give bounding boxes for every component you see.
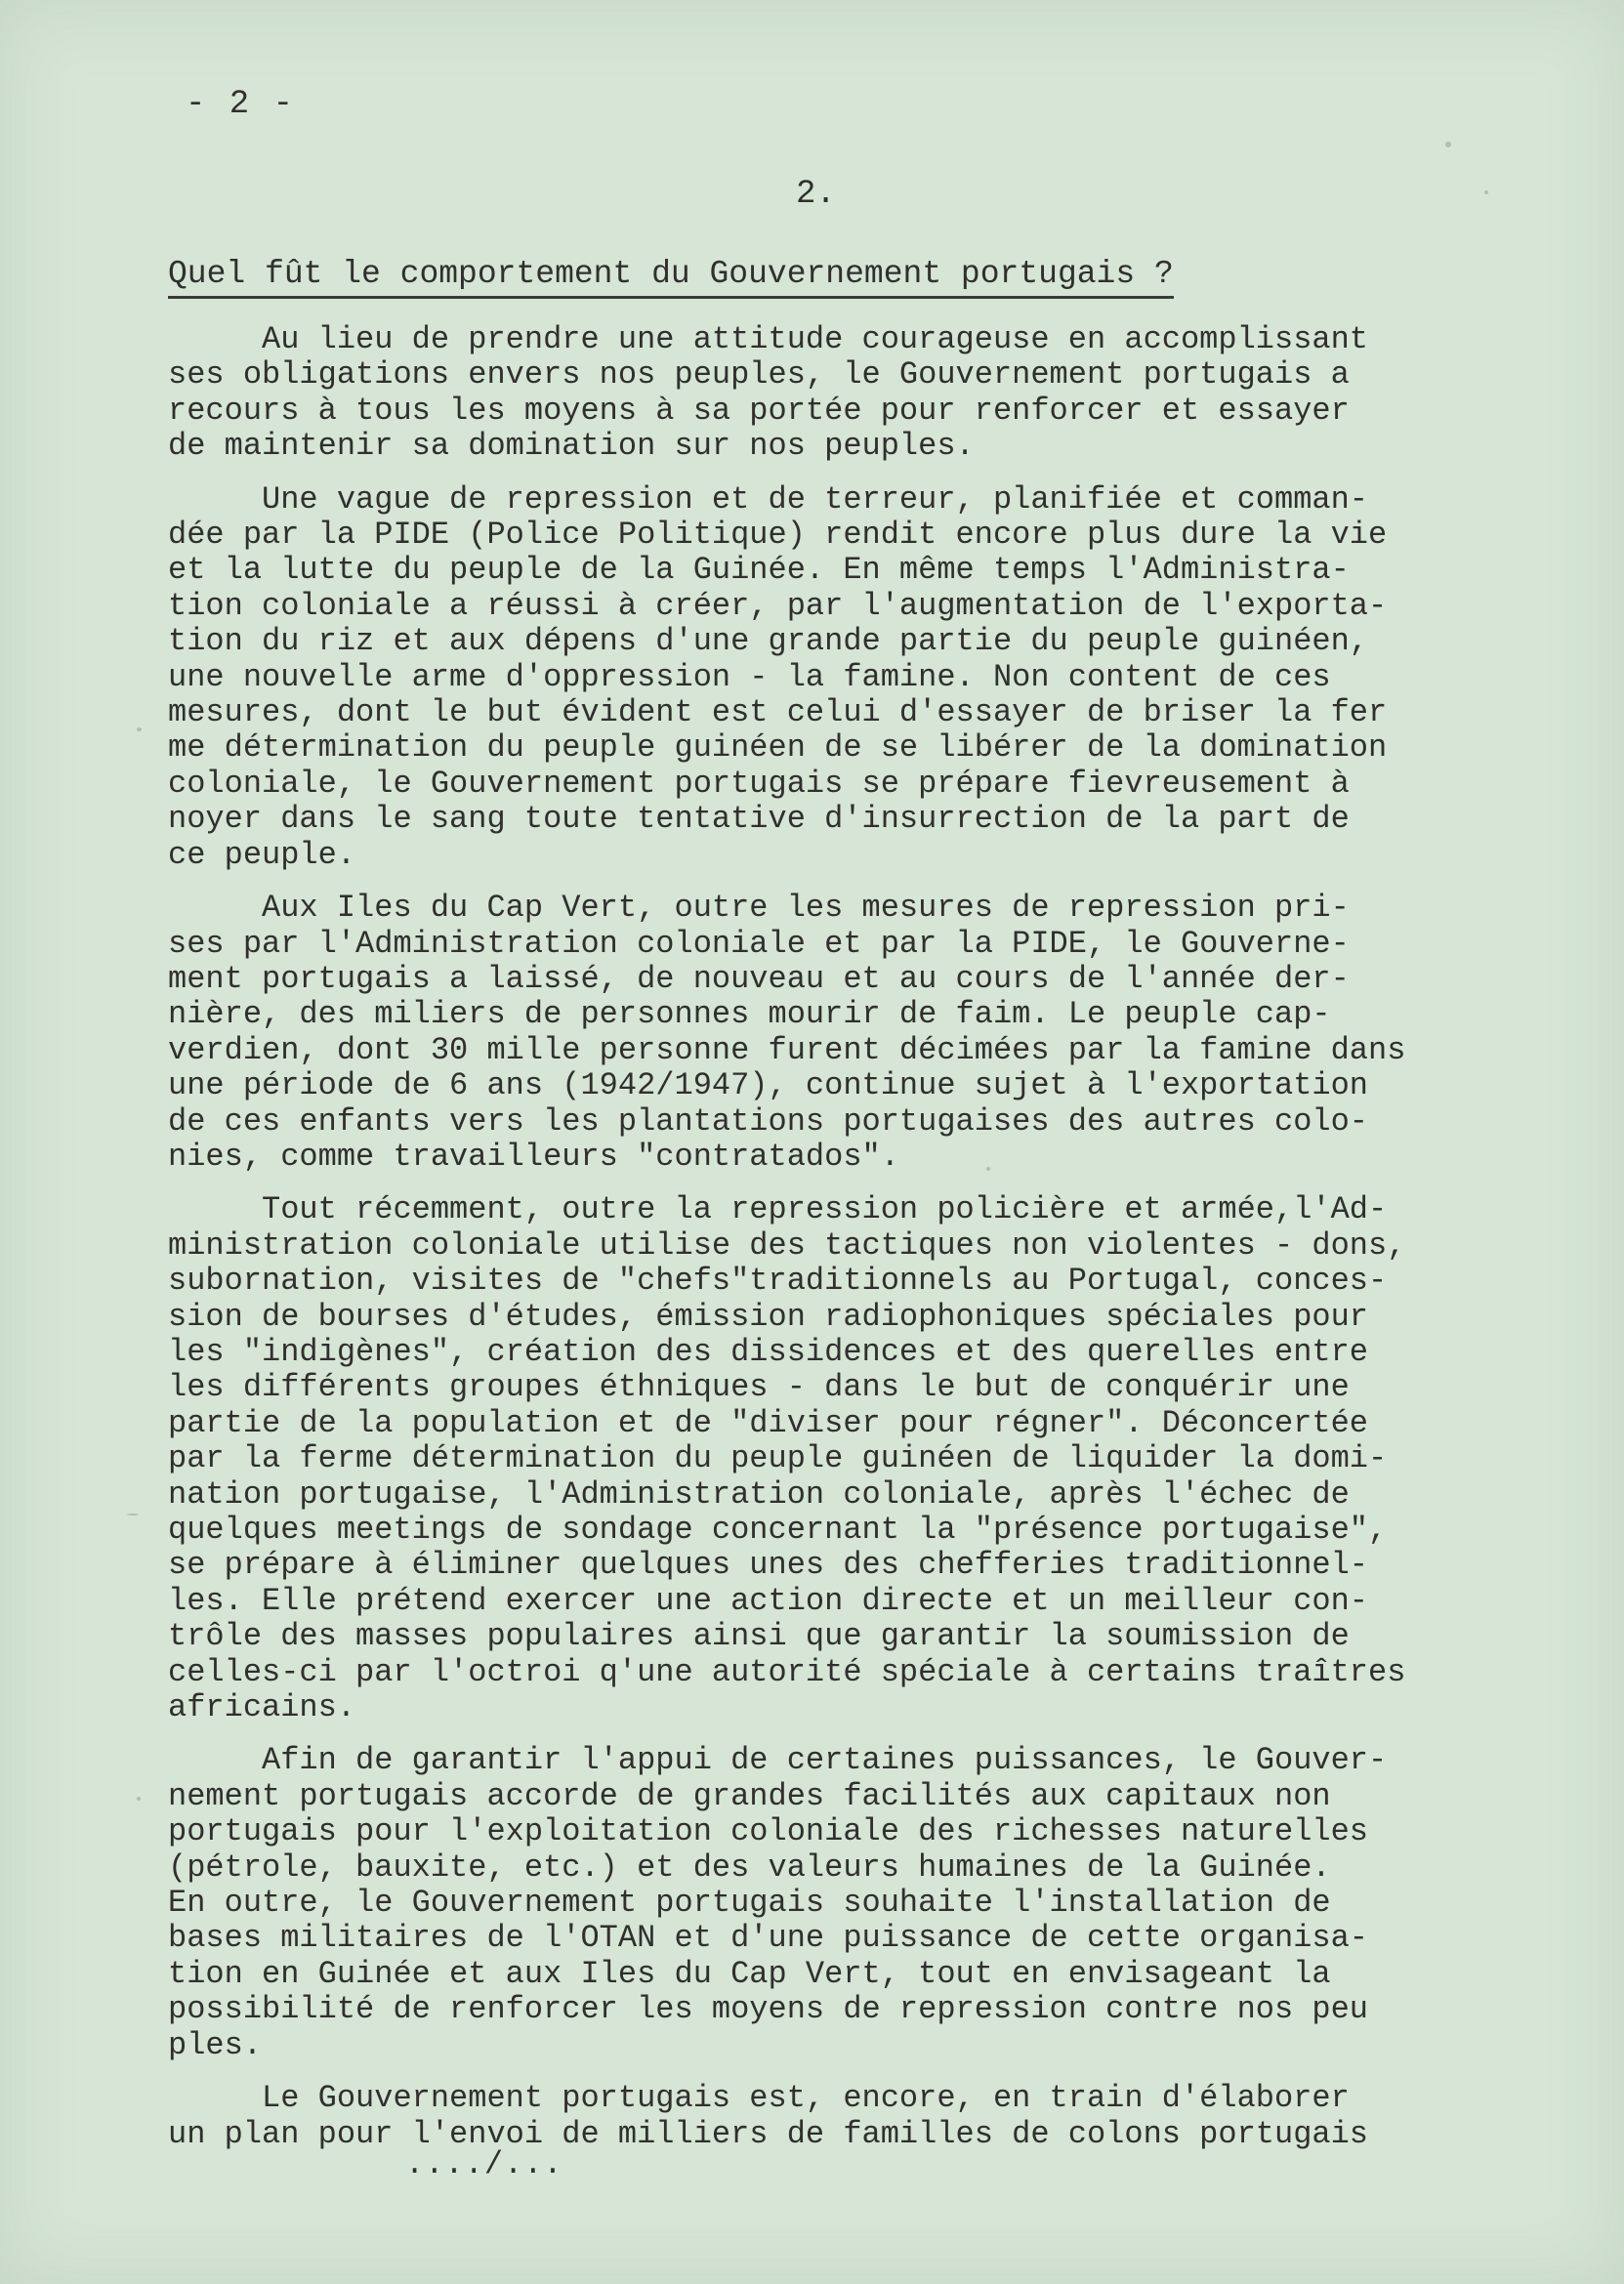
paper-speck (986, 1167, 990, 1171)
text-line: une nouvelle arme d'oppression - la famine. Non content de ces (168, 658, 1331, 695)
text-line: les. Elle prétend exercer une action directe et un meilleur con- (168, 1582, 1368, 1619)
text-line: coloniale, le Gouvernement portugais se prépare fievreusement à (168, 765, 1350, 802)
page-number: - 2 - (186, 86, 296, 123)
text-line: africains. (168, 1689, 356, 1726)
text-line: Au lieu de prendre une attitude courageuse en accomplissant (168, 321, 1368, 357)
text-line: possibilité de renforcer les moyens de repression contre nos peu (168, 1991, 1368, 2028)
paragraph (168, 2081, 1437, 2152)
section-title-text: Quel fût le comportement du Gouvernement portugais ? (168, 256, 1174, 299)
paper-speck (137, 727, 142, 731)
paragraph (168, 1192, 1437, 1725)
text-line: un plan pour l'envoi de milliers de familles de colons portugais (168, 2115, 1368, 2152)
text-line: ses obligations envers nos peuples, le Gouvernement portugais a (168, 356, 1350, 394)
text-line: ce peuple. (168, 836, 356, 873)
text-line: mesures, dont le but évident est celui d'essayer de briser la fer (168, 694, 1388, 731)
text-line: les différents groupes éthniques - dans le but de conquérir une (168, 1369, 1350, 1406)
text-line: bases militaires de l'OTAN et d'une puissance de cette organisa- (168, 1920, 1368, 1957)
text-line: Le Gouvernement portugais est, encore, en train d'élaborer (168, 2080, 1350, 2117)
text-line: une période de 6 ans (1942/1947), continue sujet à l'exportation (168, 1067, 1368, 1104)
text-line: subornation, visites de "chefs"traditionnels au Portugal, conces- (168, 1263, 1388, 1300)
text-line: tion coloniale a réussi à créer, par l'augmentation de l'exporta- (168, 587, 1388, 624)
text-line: ministration coloniale utilise des tactiques non violentes - dons, (168, 1226, 1406, 1264)
text-line: sion de bourses d'études, émission radiophoniques spéciales pour (168, 1298, 1368, 1335)
text-line: ples. (168, 2026, 263, 2063)
text-line: portugais pour l'exploitation coloniale des richesses naturelles (168, 1813, 1368, 1850)
text-line: trôle des masses populaires ainsi que garantir la soumission de (168, 1618, 1350, 1655)
text-line: dée par la PIDE (Police Politique) rendit encore plus dure la vie (168, 517, 1388, 554)
paragraph (168, 1743, 1437, 2063)
text-line: par la ferme détermination du peuple guinéen de liquider la domi- (168, 1440, 1388, 1477)
section-number: 2. (796, 176, 836, 213)
text-line: me détermination du peuple guinéen de se libérer de la domination (168, 729, 1388, 767)
text-line: nement portugais accorde de grandes facilités aux capitaux non (168, 1777, 1331, 1814)
text-line: recours à tous les moyens à sa portée pour renforcer et essayer (168, 392, 1350, 429)
text-line: celles-ci par l'octroi q'une autorité spéciale à certains traîtres (168, 1653, 1406, 1690)
text-line: et la lutte du peuple de la Guinée. En même temps l'Administra- (168, 552, 1350, 589)
paper-speck (127, 1514, 139, 1516)
text-line: Afin de garantir l'appui de certaines puissances, le Gouver- (168, 1742, 1388, 1779)
paragraph (168, 482, 1437, 873)
text-line: tion en Guinée et aux Iles du Cap Vert, tout en envisageant la (168, 1955, 1331, 1992)
paragraph (168, 322, 1437, 465)
paragraph (168, 891, 1437, 1175)
body-text (168, 322, 1437, 2170)
text-line: partie de la population et de "diviser pour régner". Déconcertée (168, 1404, 1368, 1441)
text-line: En outre, le Gouvernement portugais souhaite l'installation de (168, 1885, 1331, 1922)
text-line: Aux Iles du Cap Vert, outre les mesures de repression pri- (168, 890, 1350, 927)
paper-speck (137, 1797, 141, 1801)
text-line: se prépare à éliminer quelques unes des chefferies traditionnel- (168, 1547, 1368, 1584)
text-line: noyer dans le sang toute tentative d'insurrection de la part de (168, 801, 1350, 838)
text-line: Une vague de repression et de terreur, planifiée et comman- (168, 480, 1368, 518)
text-line: quelques meetings de sondage concernant la "présence portugaise", (168, 1512, 1388, 1548)
text-line: nies, comme travailleurs "contratados". (168, 1138, 899, 1175)
text-line: de maintenir sa domination sur nos peuples. (168, 428, 975, 465)
section-title (168, 256, 1174, 292)
text-line: (pétrole, bauxite, etc.) et des valeurs humaines de la Guinée. (168, 1848, 1331, 1886)
text-line: verdien, dont 30 mille personne furent décimées par la famine dans (168, 1031, 1406, 1068)
text-line: tion du riz et aux dépens d'une grande partie du peuple guinéen, (168, 623, 1368, 660)
text-line: nière, des miliers de personnes mourir de faim. Le peuple cap- (168, 996, 1331, 1033)
faint-bleed-through-text (479, 137, 1103, 176)
text-line: de ces enfants vers les plantations portugaises des autres colo- (168, 1102, 1368, 1140)
text-line: nation portugaise, l'Administration coloniale, après l'échec de (168, 1475, 1350, 1513)
text-line: les "indigènes", création des dissidences et des querelles entre (168, 1333, 1368, 1370)
paper-speck (1484, 190, 1488, 194)
paper-speck (1445, 142, 1451, 147)
text-line: Tout récemment, outre la repression policière et armée,l'Ad- (168, 1191, 1388, 1228)
continuation-marker: ..../... (405, 2146, 563, 2182)
text-line: ses par l'Administration coloniale et par la PIDE, le Gouverne- (168, 925, 1350, 962)
text-line: ment portugais a laissé, de nouveau et au cours de l'année der- (168, 960, 1350, 997)
